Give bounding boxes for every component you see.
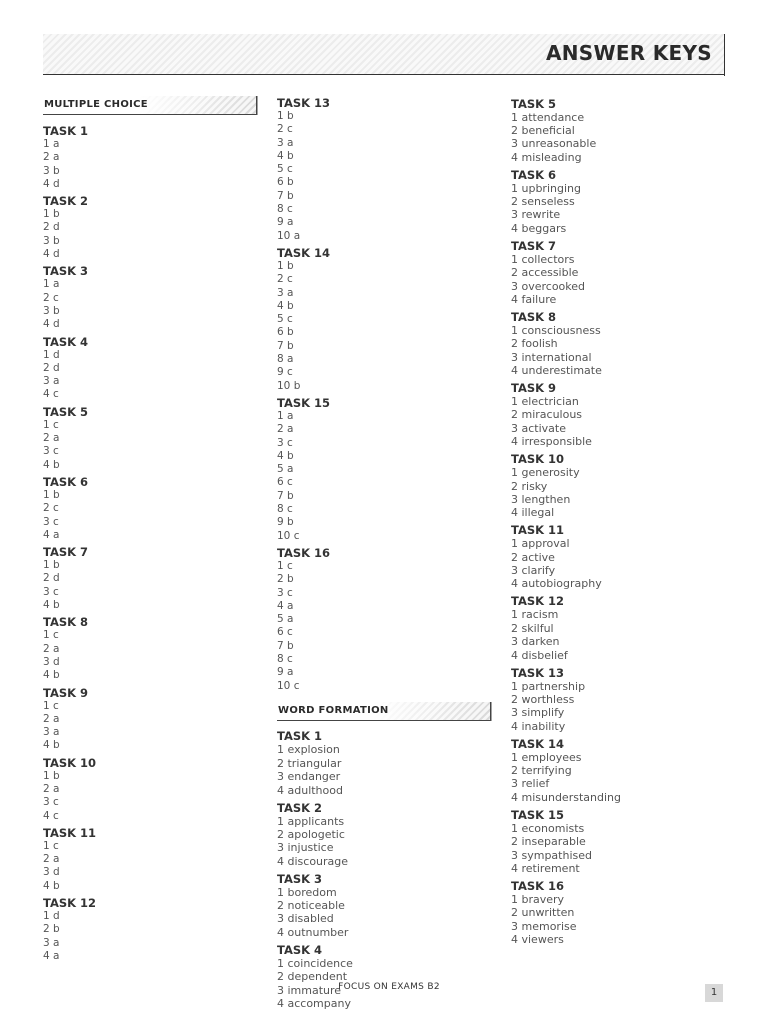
task-title: TASK 8: [511, 309, 557, 324]
answer-item: 1 b: [43, 488, 60, 501]
answer-item: 1 b: [43, 559, 60, 572]
answer-item: 4 misunderstanding: [511, 790, 621, 804]
answer-item: 2 c: [277, 273, 293, 286]
task-list: [511, 97, 724, 947]
answer-item: 1 applicants: [277, 814, 345, 828]
answer-item: 7 b: [277, 639, 294, 652]
answer-item: 4 illegal: [511, 506, 555, 520]
answer-item: 10 c: [277, 679, 300, 692]
answer-item: 2 d: [43, 361, 60, 374]
task-block: [43, 756, 256, 823]
task-title: TASK 6: [511, 167, 557, 182]
answer-item: 4 a: [277, 599, 294, 612]
task-title: TASK 16: [277, 545, 331, 560]
answer-item: 2 unwritten: [511, 906, 575, 920]
answer-item: 4 b: [43, 879, 60, 892]
answer-item: 1 consciousness: [511, 323, 601, 337]
task-title: TASK 9: [43, 685, 89, 700]
answer-item: 3 a: [43, 375, 60, 388]
answer-item: 9 a: [277, 666, 294, 679]
task-block: [43, 264, 256, 331]
answer-item: 2 d: [43, 572, 60, 585]
task-block: [511, 737, 724, 805]
task-title: TASK 4: [277, 942, 323, 957]
answer-item: 2 beneficial: [511, 123, 575, 137]
task-block: [277, 872, 490, 940]
answer-item: 9 b: [277, 516, 294, 529]
answer-item: 1 employees: [511, 750, 582, 764]
answer-item: 4 disbelief: [511, 648, 568, 662]
answer-item: 2 a: [43, 642, 60, 655]
answer-item: 3 rewrite: [511, 208, 561, 222]
answer-item: 1 upbringing: [511, 181, 581, 195]
answer-item: 3 simplify: [511, 706, 565, 720]
column-left: [43, 96, 256, 963]
task-title: TASK 10: [43, 755, 97, 770]
answer-item: 4 c: [43, 388, 59, 401]
answer-item: 1 economists: [511, 821, 585, 835]
answer-item: 2 c: [277, 123, 293, 136]
answer-item: 3 overcooked: [511, 279, 586, 293]
answer-item: 1 explosion: [277, 743, 340, 757]
answer-item: 4 inability: [511, 719, 566, 733]
answer-item: 5 c: [277, 163, 293, 176]
answer-item: 4 b: [43, 458, 60, 471]
task-title: TASK 4: [43, 334, 89, 349]
task-block: [511, 594, 724, 662]
answer-item: 2 a: [43, 712, 60, 725]
answer-item: 1 a: [277, 409, 294, 422]
answer-item: 3 a: [277, 286, 294, 299]
answer-item: 1 c: [43, 629, 59, 642]
task-title: TASK 5: [43, 404, 89, 419]
answer-item: 3 sympathised: [511, 848, 592, 862]
answer-item: 3 c: [277, 586, 293, 599]
task-title: TASK 14: [511, 736, 565, 751]
answer-item: 4 autobiography: [511, 577, 602, 591]
task-block: [511, 523, 724, 591]
answer-item: 1 b: [277, 259, 294, 272]
answer-item: 6 b: [277, 176, 294, 189]
task-title: TASK 1: [277, 729, 323, 744]
answer-item: 1 coincidence: [277, 956, 353, 970]
answer-item: 8 c: [277, 203, 293, 216]
answer-item: 2 c: [43, 502, 59, 515]
task-title: TASK 10: [511, 452, 565, 467]
section-title-multiple-choice: MULTIPLE CHOICE: [43, 96, 256, 115]
answer-item: 5 a: [277, 613, 294, 626]
answer-item: 2 active: [511, 550, 555, 564]
answer-item: 4 b: [43, 739, 60, 752]
task-title: TASK 6: [43, 474, 89, 489]
task-title: TASK 9: [511, 381, 557, 395]
answer-item: 2 worthless: [511, 692, 575, 706]
task-title: TASK 12: [511, 594, 565, 609]
task-block: [277, 943, 490, 1011]
answer-item: 4 misleading: [511, 150, 582, 164]
footer-text: FOCUS ON EXAMS B2: [338, 982, 440, 992]
answer-item: 3 b: [43, 164, 60, 177]
answer-item: 3 c: [43, 515, 59, 528]
answer-item: 5 c: [277, 313, 293, 326]
task-title: TASK 2: [277, 800, 323, 815]
task-title: TASK 3: [277, 871, 323, 886]
task-title: TASK 11: [511, 523, 565, 538]
answer-item: 1 b: [43, 769, 60, 782]
answer-item: 3 clarify: [511, 564, 556, 578]
task-block: [511, 97, 724, 165]
answer-item: 8 c: [277, 652, 293, 665]
task-block: [43, 545, 256, 612]
task-block: [277, 546, 490, 693]
answer-item: 1 collectors: [511, 252, 575, 266]
answer-item: 2 risky: [511, 479, 548, 493]
task-title: TASK 3: [43, 264, 89, 279]
answer-item: 4 d: [43, 318, 60, 331]
task-block: [43, 896, 256, 963]
task-title: TASK 12: [43, 896, 97, 911]
answer-item: 7 b: [277, 189, 294, 202]
answer-item: 3 memorise: [511, 919, 577, 933]
answer-item: 2 terrifying: [511, 764, 572, 778]
task-title: TASK 15: [277, 395, 331, 410]
task-title: TASK 13: [511, 665, 565, 680]
answer-item: 3 a: [277, 136, 294, 149]
answer-item: 10 c: [277, 529, 300, 542]
page-number-badge: 1: [705, 984, 723, 1002]
answer-item: 2 a: [43, 151, 60, 164]
task-block: [511, 168, 724, 236]
answer-item: 1 c: [43, 418, 59, 431]
answer-item: 4 b: [277, 149, 294, 162]
task-block: [43, 475, 256, 542]
answer-item: 1 partnership: [511, 679, 586, 693]
answer-item: 3 b: [43, 234, 60, 247]
answer-item: 3 c: [43, 585, 59, 598]
answer-item: 3 a: [43, 726, 60, 739]
answer-item: 2 miraculous: [511, 408, 583, 422]
header-band: [43, 34, 724, 75]
answer-item: 4 adulthood: [277, 783, 343, 797]
answer-item: 2 noticeable: [277, 899, 345, 913]
task-block: [277, 729, 490, 797]
answer-item: 3 b: [43, 304, 60, 317]
answer-item: 1 a: [43, 138, 60, 150]
task-title: TASK 15: [511, 807, 565, 822]
answer-item: 3 endanger: [277, 770, 341, 784]
answer-item: 3 unreasonable: [511, 137, 597, 151]
task-title: TASK 5: [511, 96, 557, 111]
answer-item: 1 c: [277, 559, 293, 572]
answer-item: 3 lengthen: [511, 492, 571, 506]
task-title: TASK 8: [43, 615, 89, 630]
task-title: TASK 14: [277, 245, 331, 260]
task-block: [511, 666, 724, 734]
answer-item: 8 c: [277, 503, 293, 516]
task-list: [43, 124, 256, 963]
answer-item: 4 discourage: [277, 854, 349, 868]
answer-item: 1 c: [43, 699, 59, 712]
answer-item: 2 accessible: [511, 266, 579, 280]
answer-item: 2 senseless: [511, 195, 575, 209]
task-block: [43, 405, 256, 472]
task-block: [43, 826, 256, 893]
answer-item: 8 a: [277, 353, 294, 366]
answer-item: 4 d: [43, 248, 60, 261]
answer-item: 1 b: [43, 208, 60, 221]
answer-item: 3 relief: [511, 777, 550, 791]
task-block: [511, 310, 724, 378]
answer-item: 1 electrician: [511, 395, 579, 408]
task-block: [43, 124, 256, 191]
task-title: TASK 13: [277, 96, 331, 110]
answer-item: 1 attendance: [511, 110, 585, 124]
answer-item: 3 disabled: [277, 912, 334, 926]
answer-item: 2 a: [43, 853, 60, 866]
answer-item: 3 d: [43, 655, 60, 668]
answer-item: 5 a: [277, 463, 294, 476]
answer-item: 4 b: [277, 449, 294, 462]
answer-item: 1 approval: [511, 537, 570, 551]
task-list: [277, 96, 490, 693]
task-title: TASK 1: [43, 124, 89, 138]
task-block: [511, 239, 724, 307]
task-title: TASK 2: [43, 194, 89, 209]
answer-item: 6 c: [277, 476, 293, 489]
task-block: [511, 381, 724, 449]
answer-item: 6 c: [277, 626, 293, 639]
answer-item: 10 a: [277, 229, 301, 242]
answer-item: 2 d: [43, 221, 60, 234]
answer-item: 3 c: [43, 445, 59, 458]
answer-item: 2 a: [43, 782, 60, 795]
answer-item: 3 c: [43, 796, 59, 809]
task-title: TASK 7: [511, 238, 557, 253]
answer-item: 4 b: [277, 299, 294, 312]
task-block: [43, 686, 256, 753]
answer-item: 4 b: [43, 599, 60, 612]
answer-item: 3 a: [43, 936, 60, 949]
page-title: ANSWER KEYS: [545, 41, 712, 65]
answer-item: 1 b: [277, 110, 294, 122]
answer-item: 2 dependent: [277, 970, 348, 984]
task-block: [511, 879, 724, 947]
answer-item: 2 b: [43, 923, 60, 936]
answer-item: 2 a: [277, 423, 294, 436]
answer-item: 4 beggars: [511, 221, 567, 235]
answer-item: 3 d: [43, 866, 60, 879]
task-block: [511, 808, 724, 876]
answer-item: 1 d: [43, 910, 60, 923]
answer-item: 4 d: [43, 177, 60, 190]
task-block: [277, 96, 490, 243]
task-title: TASK 7: [43, 545, 89, 560]
column-middle: [277, 96, 490, 1010]
answer-item: 1 racism: [511, 608, 559, 622]
answer-item: 1 bravery: [511, 892, 565, 906]
answer-item: 2 a: [43, 432, 60, 445]
answer-item: 4 viewers: [511, 933, 564, 947]
answer-item: 4 failure: [511, 292, 557, 306]
answer-item: 4 outnumber: [277, 925, 349, 939]
answer-item: 2 b: [277, 573, 294, 586]
answer-item: 2 inseparable: [511, 835, 586, 849]
task-block: [277, 246, 490, 393]
answer-item: 2 triangular: [277, 756, 342, 770]
answer-item: 1 generosity: [511, 466, 580, 480]
answer-item: 3 injustice: [277, 841, 334, 855]
answer-item: 3 c: [277, 436, 293, 449]
task-block: [511, 452, 724, 520]
answer-item: 3 activate: [511, 421, 566, 435]
answer-item: 2 c: [43, 291, 59, 304]
answer-item: 3 darken: [511, 635, 560, 649]
answer-item: 4 retirement: [511, 861, 580, 875]
answer-item: 1 d: [43, 348, 60, 361]
task-title: TASK 16: [511, 878, 565, 893]
answer-item: 4 c: [43, 809, 59, 822]
task-block: [43, 335, 256, 402]
answer-item: 1 a: [43, 278, 60, 291]
column-right: [511, 96, 724, 947]
answer-item: 4 a: [43, 949, 60, 962]
task-title: TASK 11: [43, 825, 97, 840]
section-title-word-formation: WORD FORMATION: [277, 702, 490, 721]
answer-item: 9 a: [277, 216, 294, 229]
answer-item: 1 boredom: [277, 885, 337, 899]
answer-item: 6 b: [277, 326, 294, 339]
answer-item: 9 c: [277, 366, 293, 379]
task-block: [43, 615, 256, 682]
answer-item: 7 b: [277, 339, 294, 352]
answer-item: 4 a: [43, 528, 60, 541]
answer-item: 3 immature: [277, 983, 342, 997]
answer-item: 2 apologetic: [277, 827, 345, 841]
answer-item: 4 b: [43, 669, 60, 682]
answer-item: 2 foolish: [511, 337, 558, 351]
answer-item: 4 irresponsible: [511, 435, 592, 449]
answer-item: 10 b: [277, 379, 301, 392]
answer-item: 4 underestimate: [511, 364, 602, 378]
answer-item: 7 b: [277, 489, 294, 502]
task-list: [277, 729, 490, 1010]
answer-item: 4 accompany: [277, 996, 351, 1010]
answer-item: 3 international: [511, 350, 592, 364]
task-block: [43, 194, 256, 261]
answer-item: 2 skilful: [511, 621, 554, 635]
task-block: [277, 801, 490, 869]
answer-item: 1 c: [43, 839, 59, 852]
task-block: [277, 396, 490, 543]
